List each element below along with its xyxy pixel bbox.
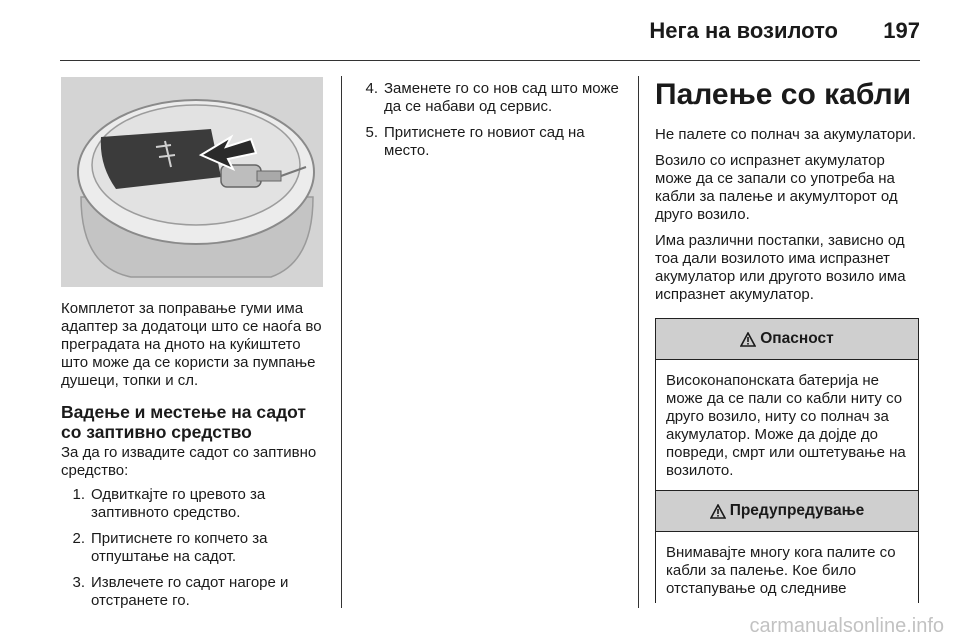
step-text: Извлечете го садот нагоре и отстранете го. [91, 574, 289, 609]
list-item [67, 574, 327, 610]
list-item [360, 124, 622, 160]
steps-list-left [61, 486, 327, 610]
step-number: 1. [72, 486, 85, 503]
list-item [67, 486, 327, 522]
step-number: 3. [72, 574, 85, 591]
intro-text: За да го извадите садот со заптивно средство: [61, 444, 317, 479]
paragraph: Возило со испразнет акумулатор може да се запали со употреба на кабли за палење и акумулторот од друго возило. [655, 152, 898, 223]
step-text: Одвиткајте го цревото за заптивното средство. [91, 486, 266, 521]
header-rule [60, 60, 920, 61]
warning-triangle-icon [710, 504, 726, 519]
warning-box [655, 490, 919, 603]
danger-box-title: Опасност [760, 330, 834, 347]
left-column [61, 300, 327, 618]
danger-box-body: Високонапонската батерија не може да се пали со кабли ниту со друго возило, ниту со полнач за акумулатор. Може да дојде до повреди, смрт или оштетување на возилото. [666, 372, 906, 479]
section-heading: Палење со кабли [655, 78, 912, 111]
step-number: 5. [365, 124, 378, 141]
watermark: carmanualsonline.info [749, 615, 944, 637]
paragraph: Има различни постапки, зависно од тоа дали возилото има испразнет акумулатор или другото возило има испразнет акумулатор. [655, 232, 906, 303]
danger-box-header [656, 319, 918, 360]
column-divider-1 [341, 76, 342, 608]
kit-adapter-paragraph: Комплетот за поправање гуми има адаптер за додатоци што се наоѓа во преградата на дното на куќиштето што може да се користи за пумпање душеци, топки и сл. [61, 300, 322, 389]
step-number: 2. [72, 530, 85, 547]
danger-box [655, 318, 919, 491]
step-text: Притиснете го копчето за отпуштање на садот. [91, 530, 268, 565]
step-text: Заменете го со нов сад што може да се набави од сервис. [384, 80, 619, 115]
step-text: Притиснете го новиот сад на место. [384, 124, 585, 159]
warning-box-title: Предупредување [729, 502, 865, 519]
page-number: 197 [883, 18, 920, 43]
subheading: Вадење и местење на садот со заптивно средство [61, 402, 306, 442]
paragraph: Не палете со полнач за акумулатори. [655, 126, 917, 143]
steps-list-middle [360, 80, 622, 160]
repair-kit-illustration [61, 77, 323, 287]
middle-column [360, 80, 622, 168]
header-title: Нега на возилото [649, 18, 838, 43]
column-divider-2 [638, 76, 639, 608]
list-item [67, 530, 327, 566]
warning-box-header [656, 491, 918, 532]
right-column [655, 78, 923, 312]
step-number: 4. [365, 80, 378, 97]
warning-box-body: Внимавајте многу кога палите со кабли за палење. Кое било отстапување од следниве [666, 544, 896, 597]
warning-triangle-icon [740, 332, 756, 347]
list-item [360, 80, 622, 116]
